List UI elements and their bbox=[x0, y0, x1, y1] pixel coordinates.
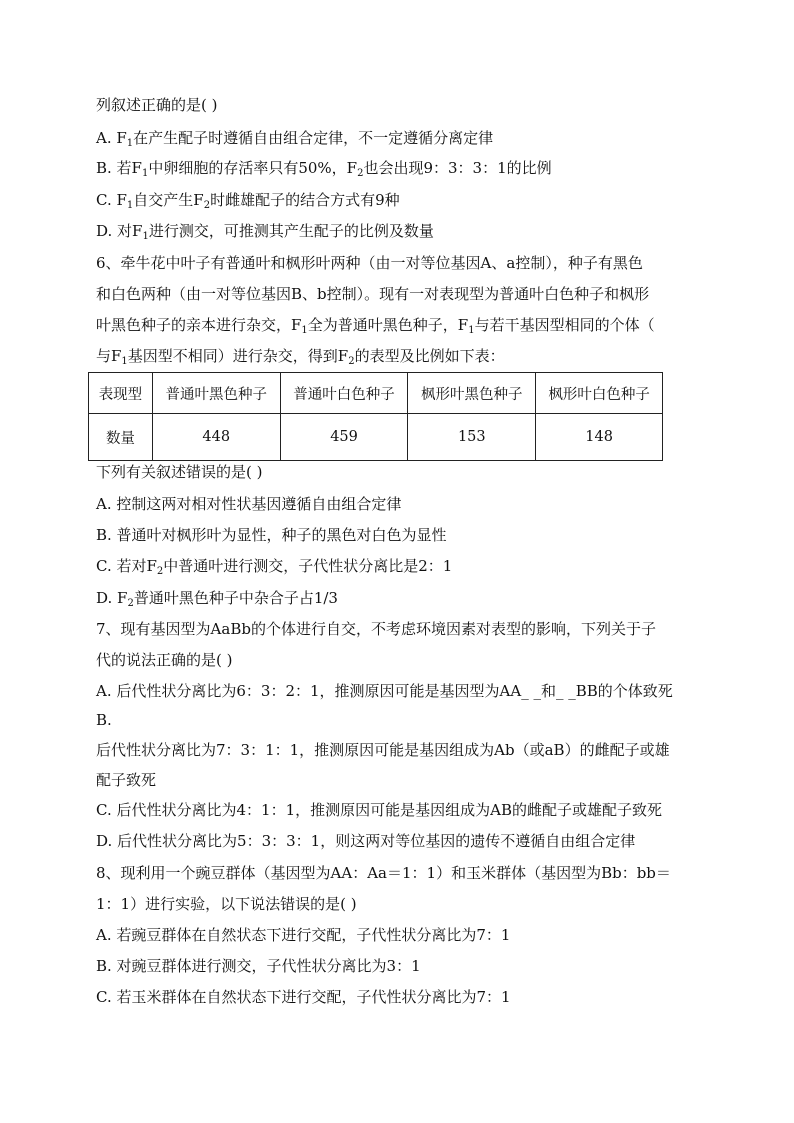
table-row bbox=[89, 414, 663, 461]
q5-stem-end-text: 列叙述正确的是( ) bbox=[96, 96, 218, 114]
text-run: 1：1）进行实验，以下说法错误的是( ) bbox=[96, 895, 357, 913]
text-run: 在产生配子时遵循自由组合定律，不一定遵循分离定律 bbox=[133, 129, 494, 147]
q6-option-c bbox=[96, 556, 452, 576]
q7-option-c bbox=[96, 800, 662, 820]
q8-line-1 bbox=[96, 863, 671, 883]
subscript: 1 bbox=[126, 200, 134, 211]
table-cell: 448 bbox=[152, 414, 280, 461]
subscript: 2 bbox=[348, 356, 355, 367]
q7-option-b-line-2 bbox=[96, 770, 156, 790]
text-run: D. 后代性状分离比为5：3：3：1，则这两对等位基因的遗传不遵循自由组合定律 bbox=[96, 832, 636, 850]
table-cell: 459 bbox=[280, 414, 408, 461]
subscript: 1 bbox=[468, 325, 475, 336]
q5-option-b bbox=[96, 158, 552, 178]
q6-option-d bbox=[96, 588, 338, 608]
text-run: 也会出现9：3：3：1的比例 bbox=[363, 159, 552, 177]
table-header-cell: 普通叶白色种子 bbox=[280, 373, 408, 414]
q6-option-b bbox=[96, 525, 447, 545]
table-header-cell: 普通叶黑色种子 bbox=[152, 373, 280, 414]
q5-option-d bbox=[96, 221, 434, 241]
text-run: C. 若对F bbox=[96, 557, 157, 575]
text-run: 6、牵牛花中叶子有普通叶和枫形叶两种（由一对等位基因A、a控制），种子有黑色 bbox=[96, 254, 643, 272]
phenotype-table bbox=[88, 372, 663, 461]
subscript: 1 bbox=[301, 325, 308, 336]
q5-option-a bbox=[96, 128, 493, 148]
text-run: 的表型及比例如下表： bbox=[354, 347, 505, 365]
text-run: D. F bbox=[96, 589, 128, 607]
text-run: 与若干基因型相同的个体（ bbox=[474, 316, 655, 334]
q6-line-3 bbox=[96, 315, 655, 335]
q7-option-d bbox=[96, 831, 635, 851]
text-run: 基因型不相同）进行杂交，得到F bbox=[127, 347, 349, 365]
subscript: 1 bbox=[121, 356, 128, 367]
text-run: B. 若F bbox=[96, 159, 142, 177]
table-header-row bbox=[89, 373, 663, 414]
q7-line-1 bbox=[96, 619, 656, 639]
q6-ask bbox=[96, 462, 262, 482]
table-header-cell: 表现型 bbox=[89, 373, 153, 414]
q6-line-4 bbox=[96, 346, 505, 366]
text-run: 时雌雄配子的结合方式有9种 bbox=[210, 191, 400, 209]
text-run: A. 后代性状分离比为6：3：2：1，推测原因可能是基因型为AA_ _和_ _BB的个体致死 bbox=[96, 682, 673, 700]
q7-option-b-label bbox=[96, 710, 112, 730]
table-header-cell: 枫形叶黑色种子 bbox=[408, 373, 536, 414]
text-run: D. 对F bbox=[96, 222, 143, 240]
q7-line-2 bbox=[96, 650, 232, 670]
text-run: 全为普通叶黑色种子，F bbox=[307, 316, 469, 334]
q8-option-b bbox=[96, 956, 421, 976]
text-run: 普通叶黑色种子中杂合子占1/3 bbox=[133, 589, 338, 607]
text-run: 叶黑色种子的亲本进行杂交，F bbox=[96, 316, 302, 334]
text-run: C. 若玉米群体在自然状态下进行交配，子代性状分离比为7：1 bbox=[96, 988, 511, 1006]
text-run: B. bbox=[96, 711, 112, 729]
subscript: 2 bbox=[357, 168, 364, 179]
subscript: 1 bbox=[142, 231, 149, 242]
table-header-cell: 枫形叶白色种子 bbox=[536, 373, 663, 414]
q8-option-c bbox=[96, 987, 511, 1007]
subscript: 1 bbox=[141, 168, 149, 179]
subscript: 2 bbox=[203, 200, 211, 211]
text-run: 自交产生F bbox=[133, 191, 204, 209]
text-run: C. 后代性状分离比为4：1：1，推测原因可能是基因组成为AB的雌配子或雄配子致死 bbox=[96, 801, 662, 819]
text-run: 后代性状分离比为7：3：1：1，推测原因可能是基因组成为Ab（或aB）的雌配子或雄 bbox=[96, 741, 670, 759]
text-run: 与F bbox=[96, 347, 122, 365]
text-run: C. F bbox=[96, 191, 127, 209]
text-run: 8、现利用一个豌豆群体（基因型为AA：Aa＝1：1）和玉米群体（基因型为Bb：bb＝ bbox=[96, 864, 671, 882]
q7-option-a bbox=[96, 681, 673, 701]
q8-line-2 bbox=[96, 894, 357, 914]
subscript: 1 bbox=[126, 138, 134, 149]
text-run: 中普通叶进行测交，子代性状分离比是2：1 bbox=[163, 557, 453, 575]
text-run: A. 控制这两对相对性状基因遵循自由组合定律 bbox=[96, 495, 402, 513]
text-run: 进行测交，可推测其产生配子的比例及数量 bbox=[148, 222, 434, 240]
text-run: A. 若豌豆群体在自然状态下进行交配，子代性状分离比为7：1 bbox=[96, 926, 511, 944]
q6-line-1 bbox=[96, 253, 643, 273]
text-run: A. F bbox=[96, 129, 127, 147]
table-cell: 153 bbox=[408, 414, 536, 461]
q6-option-a bbox=[96, 494, 401, 514]
text-run: B. 对豌豆群体进行测交，子代性状分离比为3：1 bbox=[96, 957, 421, 975]
text-run: 代的说法正确的是( ) bbox=[96, 651, 233, 669]
q5-stem-end bbox=[96, 95, 217, 115]
text-run: 配子致死 bbox=[96, 771, 157, 789]
q5-option-c bbox=[96, 190, 400, 210]
text-run: 中卵细胞的存活率只有50%，F bbox=[148, 159, 358, 177]
table-cell: 数量 bbox=[89, 414, 153, 461]
text-run: 和白色两种（由一对等位基因B、b控制）。现有一对表现型为普通叶白色种子和枫形 bbox=[96, 285, 650, 303]
table-cell: 148 bbox=[536, 414, 663, 461]
text-run: B. 普通叶对枫形叶为显性，种子的黑色对白色为显性 bbox=[96, 526, 447, 544]
text-run: 7、现有基因型为AaBb的个体进行自交，不考虑环境因素对表型的影响，下列关于子 bbox=[96, 620, 656, 638]
text-run: 下列有关叙述错误的是( ) bbox=[96, 463, 263, 481]
subscript: 2 bbox=[127, 598, 134, 609]
q7-option-b-line-1 bbox=[96, 740, 670, 760]
q8-option-a bbox=[96, 925, 510, 945]
q6-line-2 bbox=[96, 284, 649, 304]
subscript: 2 bbox=[156, 566, 164, 577]
